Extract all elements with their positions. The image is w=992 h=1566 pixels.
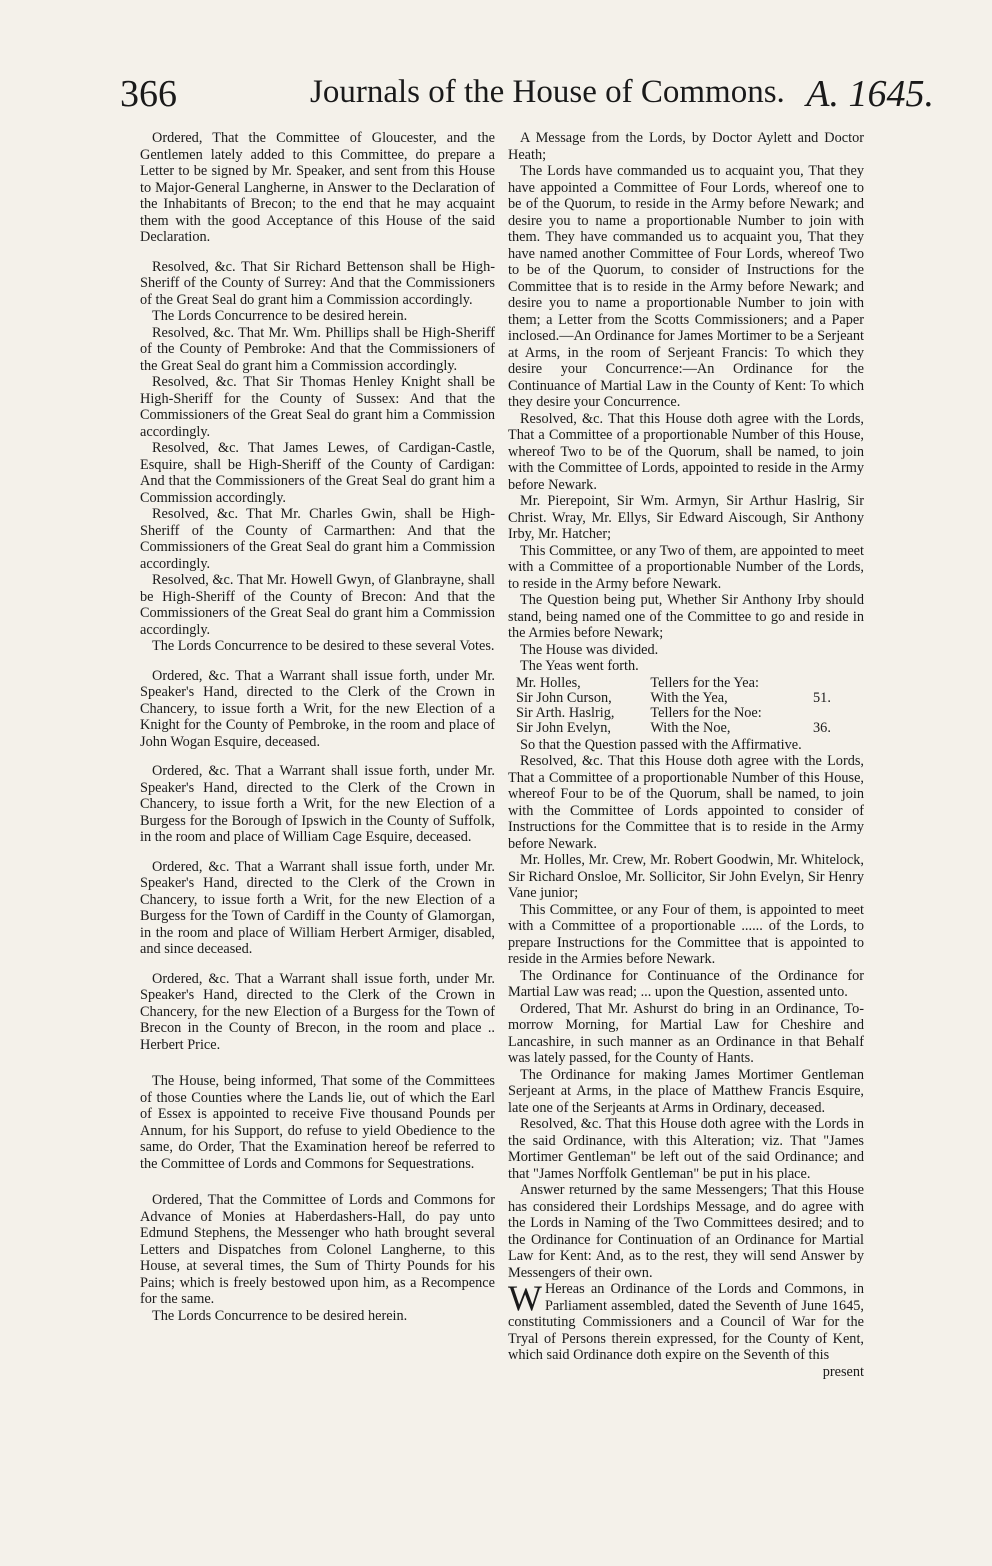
teller-name: Sir John Evelyn, bbox=[516, 719, 611, 736]
tellers-table bbox=[508, 676, 864, 736]
entry-paragraph: The Lords Concurrence to be desired herein. bbox=[152, 1307, 408, 1324]
entry-paragraph: Ordered, &c. That a Warrant shall issue forth, under Mr. Speaker's Hand, directed to the Clerk of the Crown in Chancery, to issue forth a Writ, for the new Election of a Burgess for the Town of Cardiff in the County of Glamorgan, in the room and place of William Herbert Armiger, disabled, and since deceased. bbox=[140, 858, 495, 957]
teller-count bbox=[807, 676, 864, 691]
teller-row bbox=[508, 676, 864, 691]
teller-row bbox=[508, 706, 864, 721]
year-heading: A. 1645. bbox=[806, 73, 934, 115]
teller-name: Sir John Curson, bbox=[516, 689, 612, 706]
entry-paragraph: Resolved, &c. That James Lewes, of Cardigan-Castle, Esquire, shall be High-Sheriff of the County of Cardigan: And that the Commissioners of the Great Seal do grant him a Commission accordingly. bbox=[140, 440, 495, 506]
teller-role: With the Yea, bbox=[650, 689, 728, 706]
entry-paragraph: Mr. Holles, Mr. Crew, Mr. Robert Goodwin, Mr. Whitelock, Sir Richard Onsloe, Mr. Sollicitor, Sir John Evelyn, Sir Henry Vane junior; bbox=[508, 852, 864, 901]
entry-paragraph: Ordered, That the Committee of Lords and Commons for Advance of Monies at Haberdashers-Hall, do pay unto Edmund Stephens, the Messenger who hath brought several Letters and Dispatches from Colonel Langherne, to this House, at several times, the Sum of Thirty Pounds for his Pains; which is freely bestowed upon him, as a Recompence for the same. bbox=[140, 1192, 495, 1307]
entry-paragraph: The House was divided. bbox=[520, 641, 659, 658]
teller-row bbox=[508, 721, 864, 736]
teller-row bbox=[508, 691, 864, 706]
ordinance-paragraph bbox=[508, 1278, 864, 1364]
entry-paragraph: The Ordinance for Continuance of the Ordinance for Martial Law was read; ... upon the Question, assented unto. bbox=[508, 967, 864, 1000]
entry-paragraph: Ordered, &c. That a Warrant shall issue forth, under Mr. Speaker's Hand, directed to the Clerk of the Crown in Chancery, to issue forth a Writ, for the new Election of a Knight for the County of Pembroke, in the room and place of John Wogan Esquire, deceased. bbox=[140, 667, 495, 750]
teller-count: 51. bbox=[813, 689, 831, 706]
page-header bbox=[120, 72, 934, 116]
entry-paragraph: Resolved, &c. That this House doth agree with the Lords, That a Committee of a proportionable Number of this House, whereof Four to be of the Quorum, shall be named, to join with the Committee of Lords appointed to consider of Instructions for the Committee that is to reside in the Army before Newark. bbox=[508, 753, 864, 852]
entry-paragraph: Answer returned by the same Messengers; That this House has considered their Lordships Message, and do agree with the Lords in Naming of the Two Committees desired; and to the Ordinance for Continuation of an Ordinance for Martial Law for Kent: And, as to the rest, they will send Answer by Messengers of their own. bbox=[508, 1182, 864, 1281]
left-column bbox=[140, 130, 495, 1324]
teller-count: 36. bbox=[813, 719, 831, 736]
entry-paragraph: The Yeas went forth. bbox=[520, 658, 639, 674]
entry-paragraph: So that the Question passed with the Affirmative. bbox=[520, 736, 802, 753]
entry-paragraph: Resolved, &c. That Mr. Wm. Phillips shall be High-Sheriff of the County of Pembroke: And that the Commissioners of the Great Seal do grant him a Commission accordingly. bbox=[140, 324, 495, 374]
entry-paragraph: Mr. Pierepoint, Sir Wm. Armyn, Sir Arthur Haslrig, Sir Christ. Wray, Mr. Ellys, Sir Edward Aiscough, Sir Anthony Irby, Mr. Hatcher; bbox=[508, 493, 864, 542]
teller-count bbox=[807, 706, 864, 721]
ordinance-text: Hereas an Ordinance of the Lords and Commons, in Parliament assembled, dated the Seventh of June 1645, constituting Commissioners and a Council of War for the Tryal of Persons therein expressed, for the County of Kent, which said Ordinance doth expire on the Seventh of this bbox=[508, 1281, 864, 1363]
entry-paragraph: A Message from the Lords, by Doctor Aylett and Doctor Heath; bbox=[508, 130, 864, 163]
teller-role: Tellers for the Yea: bbox=[650, 674, 759, 691]
teller-name: Sir Arth. Haslrig, bbox=[516, 704, 615, 721]
entry-paragraph: The Ordinance for making James Mortimer Gentleman Serjeant at Arms, in the place of Matthew Francis Esquire, late one of the Serjeants at Arms in Ordinary, deceased. bbox=[508, 1066, 864, 1116]
running-title: Journals of the House of Commons. bbox=[310, 74, 785, 110]
entry-paragraph: Resolved, &c. That Mr. Howell Gwyn, of Glanbrayne, shall be High-Sheriff of the County of Brecon: And that the Commissioners of the Great Seal do grant him a Commission accordingly. bbox=[140, 572, 495, 638]
entry-paragraph: Ordered, That Mr. Ashurst do bring in an Ordinance, To-morrow Morning, for Martial Law for Cheshire and Lancashire, in such manner as an Ordinance in that Behalf was lately passed, for the County of Hants. bbox=[508, 1000, 864, 1066]
entry-paragraph: Ordered, &c. That a Warrant shall issue forth, under Mr. Speaker's Hand, directed to the Clerk of the Crown in Chancery, for the new Election of a Burgess for the Town of Brecon in the County of Brecon, in the room and place .. Herbert Price. bbox=[140, 970, 495, 1053]
entry-paragraph: Resolved, &c. That Mr. Charles Gwin, shall be High-Sheriff of the County of Carmarthen: And that the Commissioners of the Great Seal do grant him a Commission accordingly. bbox=[140, 506, 495, 572]
entry-paragraph: This Committee, or any Four of them, is appointed to meet with a Committee of a proportionable ...... of the Lords, to prepare Instructions for the Committee that is appointed to reside in the Armies before Newark. bbox=[508, 901, 864, 967]
entry-paragraph: Resolved, &c. That Sir Richard Bettenson shall be High-Sheriff of the County of Surrey: And that the Commissioners of the Great Seal do grant him a Commission accordingly. bbox=[140, 258, 495, 308]
entry-paragraph: Ordered, That the Committee of Gloucester, and the Gentlemen lately added to this Committee, do prepare a Letter to be signed by Mr. Speaker, and sent from this House to Major-General Langherne, in Answer to the Declaration of the Inhabitants of Brecon; to the end that he may acquaint them with the good Acceptance of this House of the said Declaration. bbox=[140, 130, 495, 245]
teller-role: Tellers for the Noe: bbox=[650, 704, 762, 721]
page-number: 366 bbox=[120, 73, 177, 115]
teller-name: Mr. Holles, bbox=[516, 674, 581, 691]
entry-paragraph: The Question being put, Whether Sir Anthony Irby should stand, being named one of the Committee to go and reside in the Armies before Newark; bbox=[508, 592, 864, 641]
entry-paragraph: The House, being informed, That some of the Committees of those Counties where the Lands lie, out of which the Earl of Essex is appointed to receive Five thousand Pounds per Annum, for his Support, do refuse to yield Obedience to the same, do Order, That the Examination hereof be referred to the Committee of Lords and Commons for Sequestrations. bbox=[140, 1073, 495, 1172]
entry-paragraph: Ordered, &c. That a Warrant shall issue forth, under Mr. Speaker's Hand, directed to the Clerk of the Crown in Chancery, to issue forth a Writ, for the new Election of a Burgess for the Borough of Ipswich in the County of Suffolk, in the room and place of William Cage Esquire, deceased. bbox=[140, 763, 495, 845]
teller-role: With the Noe, bbox=[650, 719, 731, 736]
entry-paragraph: This Committee, or any Two of them, are appointed to meet with a Committee of a proportionable Number of the Lords, to reside in the Army before Newark. bbox=[508, 542, 864, 592]
entry-paragraph: Resolved, &c. That this House doth agree with the Lords, That a Committee of a proportionable Number of this House, whereof Two to be of the Quorum, shall be named, to join with the Committee of Lords, appointed to reside in the Army before Newark. bbox=[508, 410, 864, 493]
entry-paragraph: The Lords Concurrence to be desired to these several Votes. bbox=[152, 638, 495, 654]
catchword: present bbox=[822, 1363, 864, 1380]
right-column bbox=[508, 130, 864, 1380]
entry-paragraph: Resolved, &c. That Sir Thomas Henley Knight shall be High-Sheriff for the County of Sussex: And that the Commissioners of the Great Seal do grant him a Commission accordingly. bbox=[140, 374, 495, 440]
entry-paragraph: The Lords have commanded us to acquaint you, That they have appointed a Committee of Four Lords, whereof one to be of the Quorum, to reside in the Army before Newark; and desire you to name a proportionable Number to join with them. They have commanded us to acquaint you, That they have named another Committee of Four Lords, whereof Two to be of the Quorum, to consider of Instructions for the Committee that is to reside in the Army before Newark; and desire you to name a proportionable Number to join with them; a Letter from the Scotts Commissioners; and a Paper inclosed.—An Ordinance for James Mortimer to be a Serjeant at Arms, in the room of Serjeant Francis: To which they desire your Concurrence:—An Ordinance for the Continuance of Martial Law in the County of Kent: To which they desire your Concurrence. bbox=[508, 163, 864, 410]
entry-paragraph: The Lords Concurrence to be desired herein. bbox=[152, 308, 408, 324]
drop-cap: W bbox=[508, 1278, 542, 1318]
entry-paragraph: Resolved, &c. That this House doth agree with the Lords in the said Ordinance, with this Alteration; viz. That "James Mortimer Gentleman" be left out of the said Ordinance; and that "James Norffolk Gentleman" be put in his place. bbox=[508, 1116, 864, 1182]
